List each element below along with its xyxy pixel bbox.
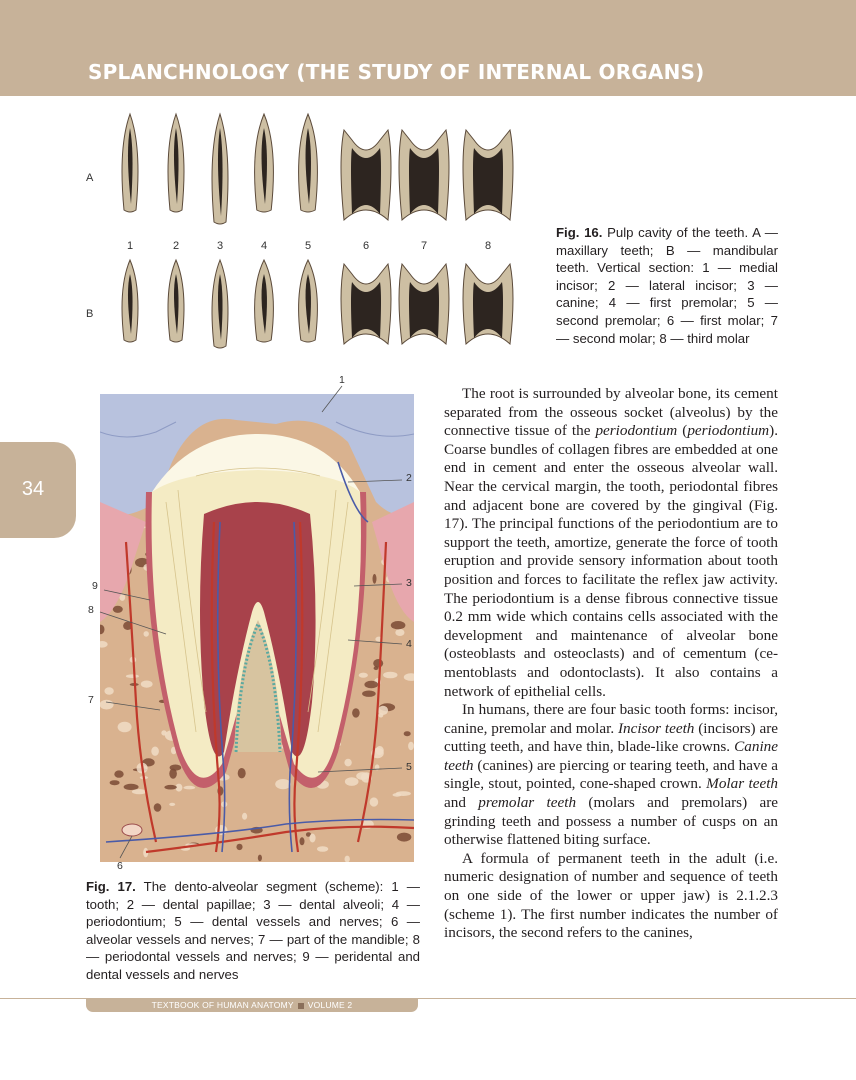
tooth-section-a-5 [299,114,318,212]
tooth-number-1: 1 [127,240,134,252]
paragraph-1 [444,385,778,701]
dento-alveolar-illustration [86,372,422,872]
figure-17 [86,372,422,872]
tooth-section-a-3 [212,114,228,224]
p2-text-a: In humans, there are four basic tooth forms: incisor, canine, premolar and molar. [444,701,778,737]
tooth-section-b-5 [299,260,318,342]
tooth-section-b-6 [341,264,391,344]
tooth-section-b-1 [122,260,138,342]
fig17-label-9: 9 [92,580,98,592]
p2-italic-incisor: Incisor teeth [617,719,695,737]
p2-text-b: (incisors) are cutting teeth, and have thin, blade-like crowns. [444,719,779,756]
fig17-label-1: 1 [339,374,345,386]
p2-italic-premolar: premolar teeth [478,794,577,812]
tooth-number-8: 8 [485,240,492,252]
tooth-section-a-6 [341,130,391,220]
header-title: SPLANCHNOLOGY (THE STUDY OF INTERNAL ORGANS) [88,60,705,84]
p1-text-b: ( [677,422,688,440]
figure-16 [80,108,540,356]
figure-17-label: Fig. 17. [86,879,136,894]
tooth-number-7: 7 [421,240,428,252]
footer-running-title [86,998,418,1012]
paragraph-3: A formula of permanent teeth in the adult (i.e. numeric designation of number and sequence of teeth on one side of the lower or upper jaw) is 2.1.2.3 (scheme 1). The first number indicates the number of incisors, the second refers to the canines, [444,849,778,942]
p2-text-c: (canines) are piercing or tearing teeth, and have a single, stout, pointed, cone-shaped crown. [444,756,778,793]
footer-book-title: TEXTBOOK OF HUMAN ANATOMY [151,1000,294,1010]
fig17-label-2: 2 [406,472,412,484]
tooth-section-a-2 [168,114,184,212]
figure-16-caption-text: Pulp cavity of the teeth. A — maxillary teeth; B — mandibular teeth. Vertical section: 1 — medial incisor; 2 — lateral incisor; 3 — canine; 4 — first premolar; 5 — second premolar; 6 — first molar; 7 — second molar; 8 — third molar [556,225,778,346]
page-header [0,0,856,96]
p1-text-a: The root is surrounded by alveolar bone, its cement separated from the osseous socket (alveolus) by the connective tissue of the [444,385,778,440]
row-label-b: B [86,308,94,320]
fig17-label-4: 4 [406,638,412,650]
fig17-label-5: 5 [406,761,412,773]
figure-16-label: Fig. 16. [556,225,603,240]
p2-italic-canine: Canine teeth [444,738,778,774]
page-number: 34 [21,478,45,500]
fig17-label-3: 3 [406,577,412,589]
figure-17-caption-text: The dento-alveolar segment (scheme): 1 — tooth; 2 — dental papillae; 3 — dental alveoli; 4 — periodontium; 5 — dental vessels and nerves; 6 — alveolar vessels and nerves; 7 — part of the mandible; 8 — periodontal vessels and nerves; 9 — peridental and dental vessels and nerves [86,879,420,982]
tooth-number-6: 6 [363,240,370,252]
body-text [444,385,778,943]
p2-text-e: (molars and premolars) are grinding teeth and possess a number of cusps on an otherwise flattened biting surface. [444,794,778,849]
tooth-number-2: 2 [173,240,180,252]
fig17-label-6: 6 [117,860,123,872]
tooth-section-b-8 [463,264,513,344]
alveolar-canal [122,824,142,836]
p2-italic-molar: Molar teeth [706,775,779,793]
tooth-section-b-7 [399,264,449,344]
tooth-number-3: 3 [217,240,224,252]
tooth-number-5: 5 [305,240,312,252]
tooth-number-4: 4 [261,240,268,252]
fig17-label-8: 8 [88,604,94,616]
teeth-illustration [80,108,540,356]
tooth-section-b-2 [168,260,184,342]
figure-17-caption [86,878,420,984]
tooth-section-a-1 [122,114,138,212]
p2-text-d: and [444,794,479,812]
paragraph-2 [444,701,778,850]
figure-16-caption [556,224,778,347]
tooth-section-a-8 [463,130,513,220]
fig17-label-7: 7 [88,694,94,706]
tooth-section-a-7 [399,130,449,220]
p1-italic-periodontium: periodontium [595,422,678,440]
row-label-a: A [86,172,94,184]
p1-italic-latin: periodontium [687,422,770,440]
tooth-section-b-3 [212,260,228,348]
footer-separator [298,1003,304,1009]
tooth-section-a-4 [255,114,274,212]
tooth-section-b-4 [255,260,274,342]
footer-volume: VOLUME 2 [307,1000,353,1010]
p1-text-c: ). Coarse bundles of collagen fibres are embedded at one end in cement and enter the osseous alveolar wall. Near the cervical margin, the tooth, periodontal fibres and adjacent bone are covered by the gingival (Fig. 17). The principal functions of the periodontium are to support the teeth, amortize, generate the force of tooth eruption and provide sensory information about tooth position and forces to facilitate the reflex jaw activity. The periodontium is a dense fibrous connective tissue 0.2 mm wide which contains cells associated with the development and maintenance of alveolar bone (osteoblasts and osteoclasts) and of cementum (cementoblasts and odontoclasts). It also contains a network of epithelial cells. [444,422,779,700]
